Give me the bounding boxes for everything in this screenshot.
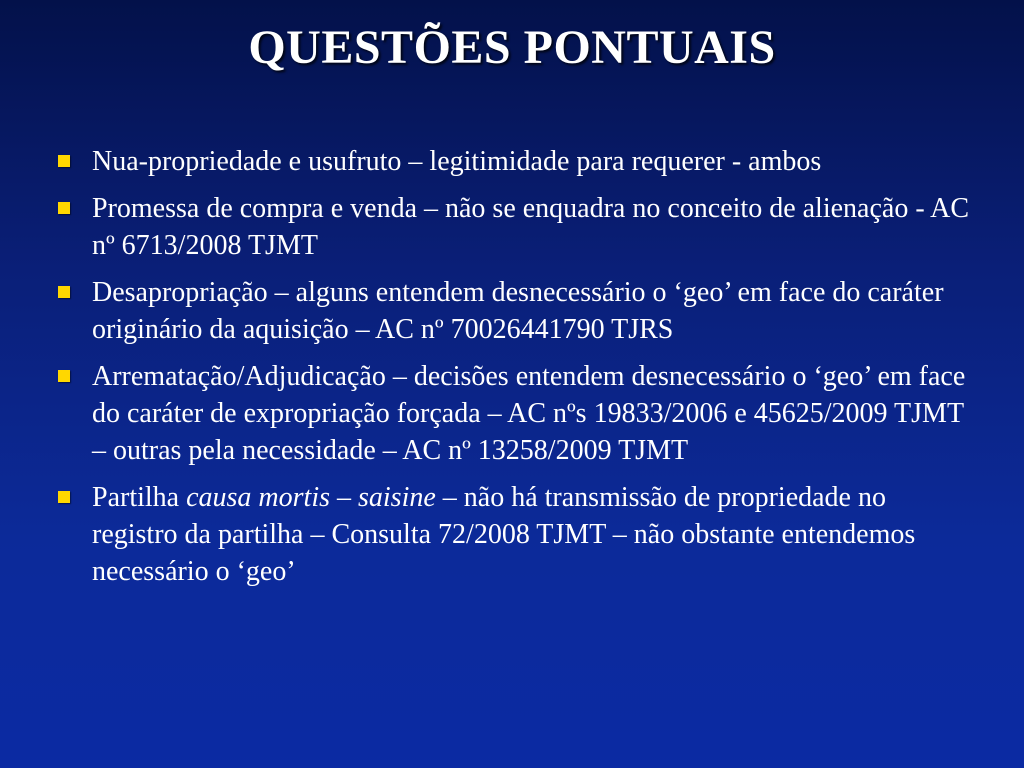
- bullet-text: Promessa de compra e venda – não se enquadra no conceito de alienação - AC nº 6713/2008 TJMT: [92, 193, 969, 261]
- bullet-text: Nua-propriedade e usufruto – legitimidade para requerer - ambos: [92, 146, 822, 177]
- square-bullet-icon: [58, 491, 70, 503]
- square-bullet-icon: [58, 202, 70, 214]
- bullet-item: [54, 190, 974, 264]
- bullet-item: [54, 143, 974, 180]
- bullet-item: [54, 479, 974, 590]
- square-bullet-icon: [58, 155, 70, 167]
- bullet-text-part: – não há transmissão de propriedade no registro da partilha – Consulta 72/2008 TJMT – não obstante entendemos necessário o ‘geo’: [92, 482, 916, 587]
- slide-title: QUESTÕES PONTUAIS: [248, 21, 776, 74]
- bullet-text: Desapropriação – alguns entendem desnecessário o ‘geo’ em face do caráter originário da aquisição – AC nº 70026441790 TJRS: [92, 277, 944, 345]
- bullet-item: [54, 274, 974, 348]
- bullet-text: Arrematação/Adjudicação – decisões entendem desnecessário o ‘geo’ em face do caráter de expropriação forçada – AC nºs 19833/2006 e 45625/2009 TJMT – outras pela necessidade – AC nº 13258/2009 TJMT: [92, 361, 966, 466]
- bullet-list: [54, 143, 974, 600]
- bullet-text-italic: causa mortis: [186, 482, 330, 513]
- bullet-item: [54, 358, 974, 469]
- square-bullet-icon: [58, 286, 70, 298]
- bullet-text-part: –: [330, 482, 358, 513]
- bullet-text-italic: saisine: [358, 482, 436, 513]
- bullet-text-part: Partilha: [92, 482, 187, 513]
- square-bullet-icon: [58, 370, 70, 382]
